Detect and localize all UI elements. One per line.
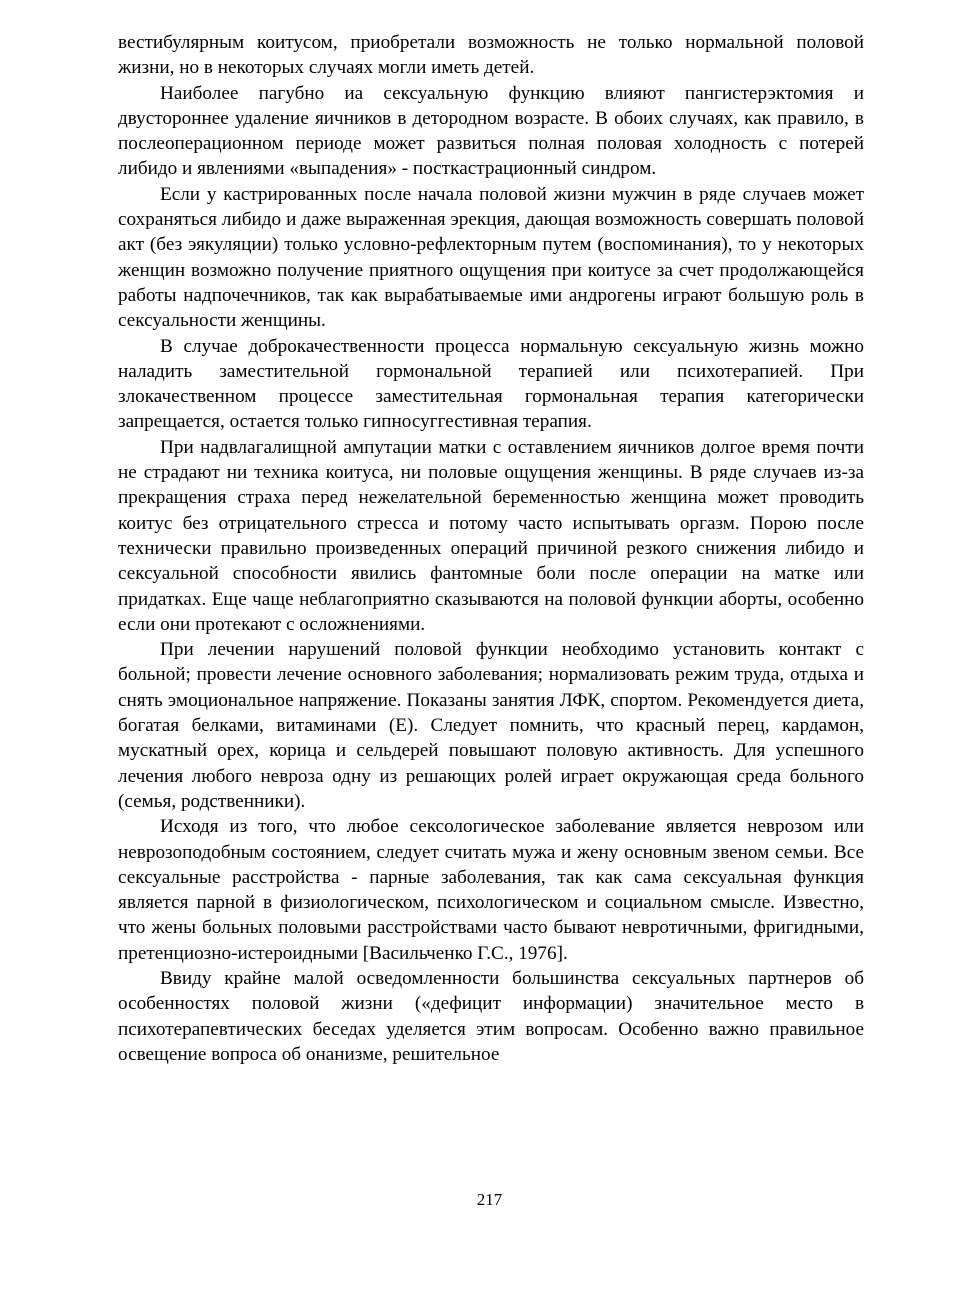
paragraph: В случае доброкачественности процесса нормальную сексуальную жизнь можно наладить заместительной гормональной терапией или психотерапией. При злокачественном процессе заместительная гормональная терапия категорически запрещается, остается только гипносуггестивная терапия.: [118, 335, 864, 433]
paragraph: Если у кастрированных после начала половой жизни мужчин в ряде случаев может сохраняться либидо и даже выраженная эрекция, дающая возможность совершать половой акт (без эякуляции) только условно-рефлекторным путем (воспоминания), то у некоторых женщин возможно получение приятного ощущения при коитусе за счет продолжающейся работы надпочечников, так как вырабатываемые ими андрогены играют большую роль в сексуальности женщины.: [118, 183, 864, 332]
paragraph: При лечении нарушений половой функции необходимо установить контакт с больной; провести лечение основного заболевания; нормализовать режим труда, отдыха и снять эмоциональное напряжение. Показаны занятия ЛФК, спортом. Рекомендуется диета, богатая белками, витаминами (Е). Следует помнить, что красный перец, кардамон, мускатный орех, корица и сельдерей повышают половую активность. Для успешного лечения любого невроза одну из решающих ролей играет окружающая среда больного (семья, родственники).: [118, 639, 864, 812]
paragraph: При надвлагалищной ампутации матки с оставлением яичников долгое время почти не страдают ни техника коитуса, ни половые ощущения женщины. В ряде случаев из-за прекращения страха перед нежелательной беременностью женщина может проводить коитус без отрицательного стресса и потому часто испытывать оргазм. Порою после технически правильно произведенных операций причиной резкого снижения либидо и сексуальной способности явились фантомные боли после операции на матке или придатках. Еще чаще неблагоприятно сказываются на половой функции аборты, особенно если они протекают с осложнениями.: [118, 436, 864, 635]
paragraph: Наиболее пагубно иа сексуальную функцию влияют пангистерэктомия и двустороннее удаление яичников в детородном возрасте. В обоих случаях, как правило, в послеоперационном периоде может развиться полная половая холодность с потерей либидо и явлениями «выпадения» - посткастрационный синдром.: [118, 82, 864, 180]
paragraph: Ввиду крайне малой осведомленности большинства сексуальных партнеров об особенностях половой жизни («дефицит информации) значительное место в психотерапевтических беседах уделяется этим вопросам. Особенно важно правильное освещение вопроса об онанизме, решительное: [118, 967, 864, 1065]
paragraph: Исходя из того, что любое сексологическое заболевание является неврозом или неврозоподобным состоянием, следует считать мужа и жену основным звеном семьи. Все сексуальные расстройства - парные заболевания, так как сама сексуальная функция является парной в физиологическом, психологическом и социальном смысле. Известно, что жены больных половыми расстройствами часто бывают невротичными, фригидными, претенциозно-истероидными [Васильченко Г.С., 1976].: [118, 816, 864, 964]
paragraph-continued: вестибулярным коитусом, приобретали возможность не только нормальной половой жизни, но в некоторых случаях могли иметь детей.: [118, 32, 864, 79]
page-number: 217: [476, 1190, 503, 1209]
page-body: [118, 30, 864, 1067]
